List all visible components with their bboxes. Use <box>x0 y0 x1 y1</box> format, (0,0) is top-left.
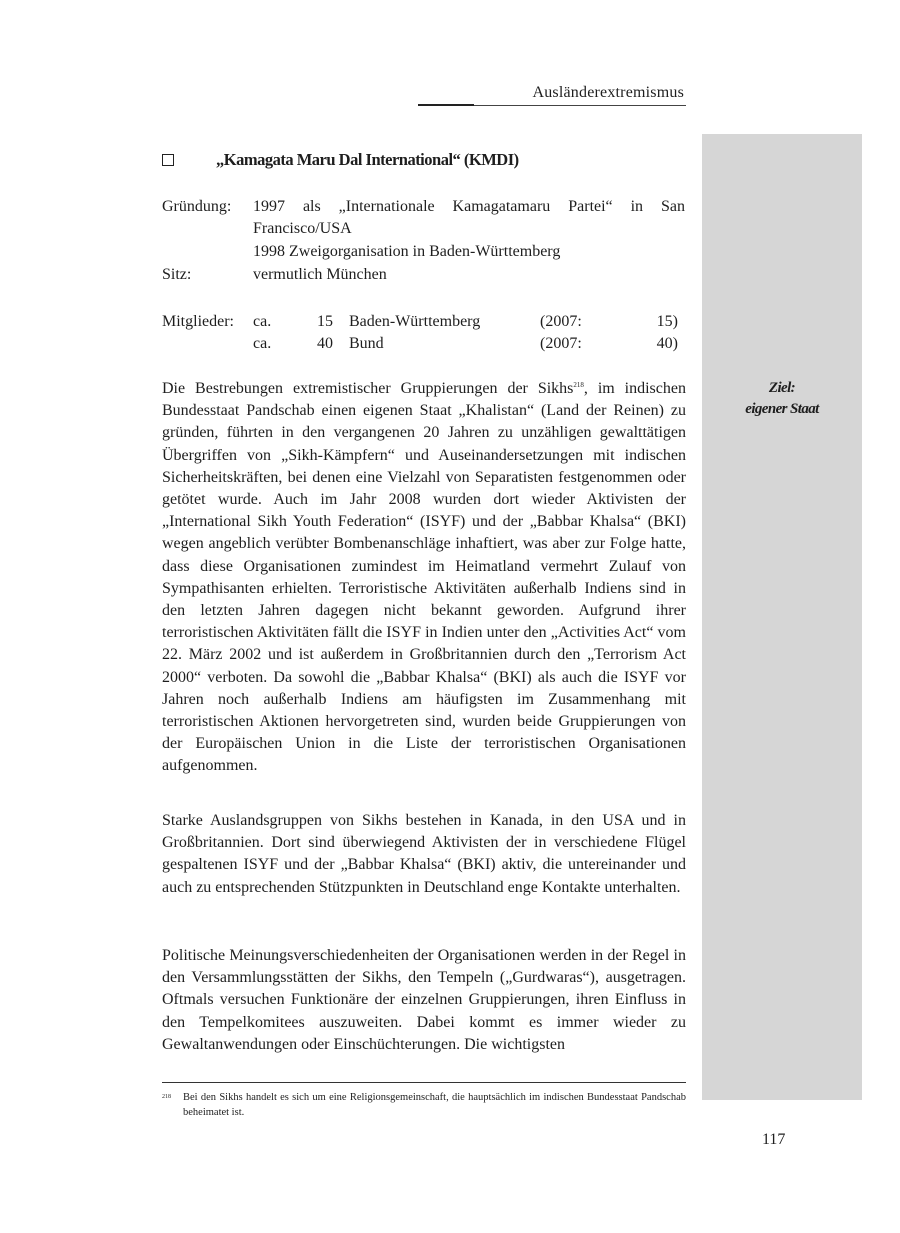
members-region: Bund <box>349 335 384 352</box>
founding-line-1: 1997 als „Internationale Kamagatamaru Partei“ in San <box>253 198 685 215</box>
paragraph-3-text: Politische Meinungsverschiedenheiten der Organisationen werden in der Regel in den Versammlungsstätten der Sikhs, den Tempeln („Gurdwaras“), ausgetragen. Oftmals versuchen Funktionäre der einzelnen Gruppierungen, ihren Einfluss in den Tempelkomitees auszuweiten. Dabei kommt es immer wieder zu Gewaltanwendungen oder Einschüchterungen. Die wichtigsten <box>162 947 686 1053</box>
paragraph-1-start: Die Bestrebungen extremistischer Gruppierungen der Sikhs <box>162 380 574 397</box>
members-prev-label: (2007: <box>540 335 582 352</box>
members-label: Mitglieder: <box>162 313 234 330</box>
members-prev-label: (2007: <box>540 313 582 330</box>
paragraph-2 <box>162 810 686 899</box>
seat-label: Sitz: <box>162 266 192 283</box>
footnote-reference: 218 <box>573 381 584 389</box>
members-count: 40 <box>317 335 333 352</box>
margin-note-line1: Ziel: <box>768 380 796 396</box>
paragraph-3 <box>162 945 686 1056</box>
running-header: Ausländerextremismus <box>532 84 684 101</box>
footnote-text: Bei den Sikhs handelt es sich um eine Religionsgemeinschaft, die hauptsächlich im indischen Bundesstaat Pandschab beheimatet ist. <box>183 1092 686 1118</box>
footnote <box>162 1090 686 1120</box>
paragraph-2-text: Starke Auslandsgruppen von Sikhs bestehen in Kanada, in den USA und in Großbritannien. Dort sind überwiegend Aktivisten der in verschiedene Flügel gespaltenen ISYF und der „Babbar Khalsa“ (BKI) aktiv, die untereinander und auch zu entsprechenden Stützpunkten in Deutschland enge Kontakte unterhalten. <box>162 812 686 896</box>
margin-note-line2: eigener Staat <box>745 401 819 417</box>
seat-value: vermutlich München <box>253 266 387 283</box>
founding-line-2: Francisco/USA <box>253 220 352 237</box>
members-count: 15 <box>317 313 333 330</box>
margin-note <box>702 378 862 420</box>
checkbox-icon <box>162 154 174 166</box>
margin-column <box>702 134 862 1100</box>
page-number: 117 <box>762 1131 786 1148</box>
footnote-number: 218 <box>162 1094 171 1100</box>
founding-label: Gründung: <box>162 198 232 215</box>
founding-line-3: 1998 Zweigorganisation in Baden-Württemberg <box>253 243 561 260</box>
members-region: Baden-Württemberg <box>349 313 481 330</box>
members-approx: ca. <box>253 335 272 352</box>
paragraph-1-rest: , im indischen Bundesstaat Pandschab einen eigenen Staat „Khalistan“ (Land der Reinen) zu gründen, führten in den vergangenen 20 Jahren zu unzähligen gewalttätigen Übergriffen von „Sikh-Kämpfern“ und Auseinandersetzungen mit indischen Sicherheitskräften, bei denen eine Vielzahl von Separatisten festgenommen oder getötet wurde. Auch im Jahr 2008 wurden dort wieder Aktivisten der „International Sikh Youth Federation“ (ISYF) und der „Babbar Khalsa“ (BKI) wegen angeblich verübter Bombenanschläge inhaftiert, was aber zur Folge hatte, dass diese Organisationen zumindest im Heimatland vermehrt Zulauf von Sympathisanten erhielten. Terroristische Aktivitäten außerhalb Indiens sind in den letzten Jahren dagegen nicht bekannt geworden. Aufgrund ihrer terroristischen Aktivitäten fällt die ISYF in Indien unter den „Activities Act“ vom 22. März 2002 und ist außerdem in Großbritannien durch den „Terrorism Act 2000“ verboten. Da sowohl die „Babbar Khalsa“ (BKI) als auch die ISYF vor Jahren noch außerhalb Indiens am häufigsten im Zusammenhang mit terroristischen Aktionen hervorgetreten sind, wurden beide Gruppierungen von der Europäischen Union in die Liste der terroristischen Organisationen aufgenommen. <box>162 380 686 775</box>
footnote-rule <box>162 1082 686 1083</box>
section-heading: „Kamagata Maru Dal International“ (KMDI) <box>216 150 519 169</box>
header-rule-accent <box>418 104 474 106</box>
members-approx: ca. <box>253 313 272 330</box>
members-prev-value: 15) <box>656 313 678 330</box>
members-prev-value: 40) <box>656 335 678 352</box>
paragraph-1 <box>162 378 686 778</box>
